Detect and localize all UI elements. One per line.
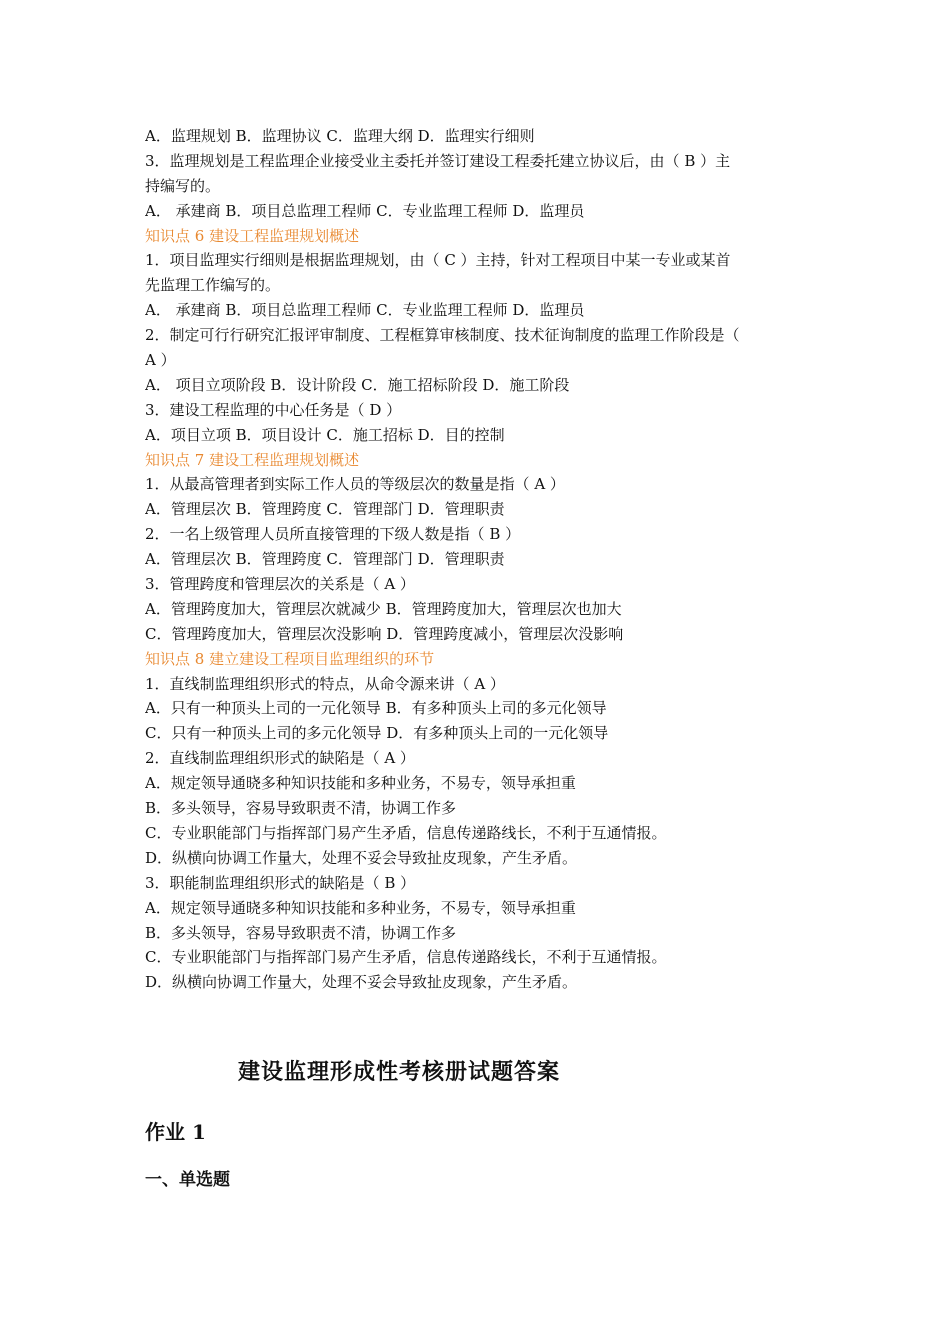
text-line: 2．直线制监理组织形式的缺陷是（ A ） — [145, 749, 415, 768]
text-line: A．规定领导通晓多种知识技能和多种业务，不易专，领导承担重 — [145, 774, 576, 793]
assignment-heading: 作业 1 — [145, 1120, 206, 1144]
text-line: B．多头领导，容易导致职责不清，协调工作多 — [145, 799, 457, 818]
text-line: A． 承建商 B．项目总监理工程师 C．专业监理工程师 D．监理员 — [145, 301, 585, 320]
text-line: C．只有一种顶头上司的多元化领导 D．有多种顶头上司的一元化领导 — [145, 724, 609, 743]
text-line: 3．监理规划是工程监理企业接受业主委托并签订建设工程委托建立协议后，由（ B ）主 — [145, 151, 731, 170]
question-list — [145, 124, 825, 995]
text-line: 3．管理跨度和管理层次的关系是（ A ） — [145, 575, 415, 594]
question-type-heading: 一、单选题 — [145, 1170, 230, 1190]
text-line: A．管理层次 B．管理跨度 C．管理部门 D．管理职责 — [145, 550, 505, 569]
text-line: 2．制定可行行研究汇报评审制度、工程框算审核制度、技术征询制度的监理工作阶段是（ — [145, 326, 740, 345]
text-line: A．只有一种顶头上司的一元化领导 B．有多种顶头上司的多元化领导 — [145, 699, 607, 718]
text-line: A． 项目立项阶段 B．设计阶段 C．施工招标阶段 D．施工阶段 — [145, 375, 570, 394]
knowledge-point-heading: 知识点 8 建立建设工程项目监理组织的环节 — [145, 649, 435, 668]
text-line: A． 承建商 B．项目总监理工程师 C．专业监理工程师 D．监理员 — [145, 201, 585, 220]
text-line: A．项目立项 B．项目设计 C．施工招标 D．目的控制 — [145, 425, 505, 444]
text-line: 1．项目监理实行细则是根据监理规划，由（ C ）主持，针对工程项目中某一专业或某首 — [145, 251, 731, 270]
text-line: A ） — [145, 351, 176, 370]
text-line: D．纵横向协调工作量大，处理不妥会导致扯皮现象，产生矛盾。 — [145, 973, 578, 992]
text-line: A．管理层次 B．管理跨度 C．管理部门 D．管理职责 — [145, 500, 505, 519]
text-line: D．纵横向协调工作量大，处理不妥会导致扯皮现象，产生矛盾。 — [145, 848, 578, 867]
text-line: C．专业职能部门与指挥部门易产生矛盾，信息传递路线长，不利于互通情报。 — [145, 948, 667, 967]
text-line: 1．直线制监理组织形式的特点，从命令源来讲（ A ） — [145, 674, 505, 693]
text-line: 先监理工作编写的。 — [145, 276, 281, 295]
text-line: A．监理规划 B．监理协议 C．监理大纲 D．监理实行细则 — [145, 127, 535, 145]
text-line: C．管理跨度加大，管理层次没影响 D．管理跨度减小，管理层次没影响 — [145, 624, 624, 643]
answer-section-title: 建设监理形成性考核册试题答案 — [237, 1059, 560, 1085]
text-line: 持编写的。 — [145, 176, 221, 195]
knowledge-point-heading: 知识点 7 建设工程监理规划概述 — [145, 450, 360, 469]
text-line: 1．从最高管理者到实际工作人员的等级层次的数量是指（ A ） — [145, 475, 565, 494]
text-line: A．规定领导通晓多种知识技能和多种业务，不易专，领导承担重 — [145, 898, 576, 917]
text-line: C．专业职能部门与指挥部门易产生矛盾，信息传递路线长，不利于互通情报。 — [145, 823, 667, 842]
text-line: 3．建设工程监理的中心任务是（ D ） — [145, 400, 402, 419]
text-line: B．多头领导，容易导致职责不清，协调工作多 — [145, 923, 457, 942]
text-line: 2．一名上级管理人员所直接管理的下级人数是指（ B ） — [145, 525, 521, 544]
knowledge-point-heading: 知识点 6 建设工程监理规划概述 — [145, 226, 360, 245]
text-line: A．管理跨度加大，管理层次就减少 B．管理跨度加大，管理层次也加大 — [145, 599, 622, 618]
text-line: 3．职能制监理组织形式的缺陷是（ B ） — [145, 873, 416, 892]
